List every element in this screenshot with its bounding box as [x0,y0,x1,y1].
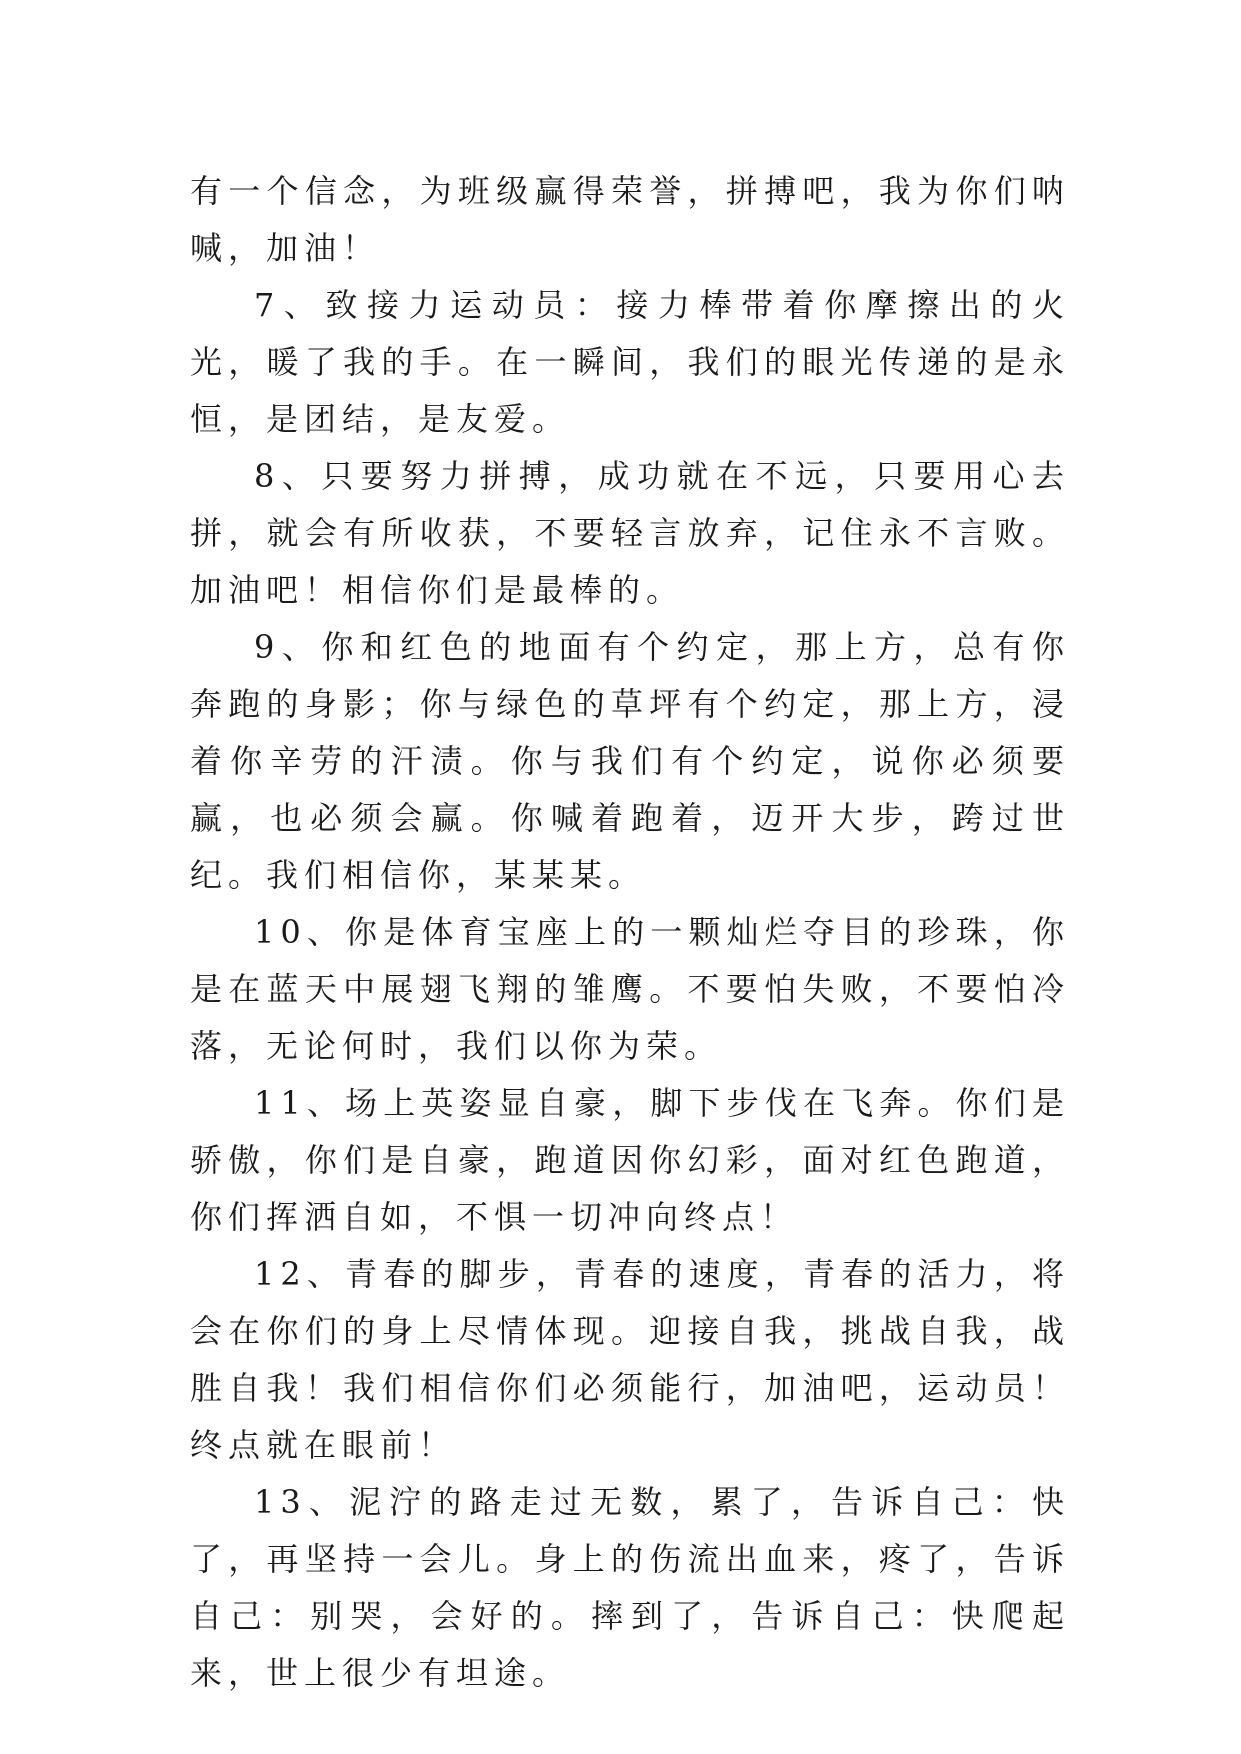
paragraph-item-9: 9、你和红色的地面有个约定，那上方，总有你奔跑的身影；你与绿色的草坪有个约定，那上方，浸着你辛劳的汗渍。你与我们有个约定，说你必须要赢，也必须会赢。你喊着跑着，迈开大步，跨过世纪。我们相信你，某某某。 [190,628,1070,894]
paragraph-item-12: 12、青春的脚步，青春的速度，青春的活力，将会在你们的身上尽情体现。迎接自我，挑战自我，战胜自我！我们相信你们必须能行，加油吧，运动员！终点就在眼前！ [190,1255,1070,1464]
paragraph-item-11: 11、场上英姿显自豪，脚下步伐在飞奔。你们是骄傲，你们是自豪，跑道因你幻彩，面对红色跑道，你们挥洒自如，不惧一切冲向终点！ [190,1084,1070,1236]
paragraph-item-7: 7、致接力运动员：接力棒带着你摩擦出的火光，暖了我的手。在一瞬间，我们的眼光传递的是永恒，是团结，是友爱。 [190,286,1070,438]
paragraph-item-10: 10、你是体育宝座上的一颗灿烂夺目的珍珠，你是在蓝天中展翅飞翔的雏鹰。不要怕失败，不要怕冷落，无论何时，我们以你为荣。 [190,913,1070,1065]
document-body [190,163,1070,1702]
paragraph-item-8: 8、只要努力拼搏，成功就在不远，只要用心去拼，就会有所收获，不要轻言放弃，记住永不言败。加油吧！相信你们是最棒的。 [190,457,1070,609]
paragraph-item-13: 13、泥泞的路走过无数，累了，告诉自己：快了，再坚持一会儿。身上的伤流出血来，疼了，告诉自己：别哭，会好的。摔到了，告诉自己：快爬起来，世上很少有坦途。 [190,1483,1070,1692]
paragraph-continuation: 有一个信念，为班级赢得荣誉，拼搏吧，我为你们呐喊，加油！ [190,172,1070,267]
